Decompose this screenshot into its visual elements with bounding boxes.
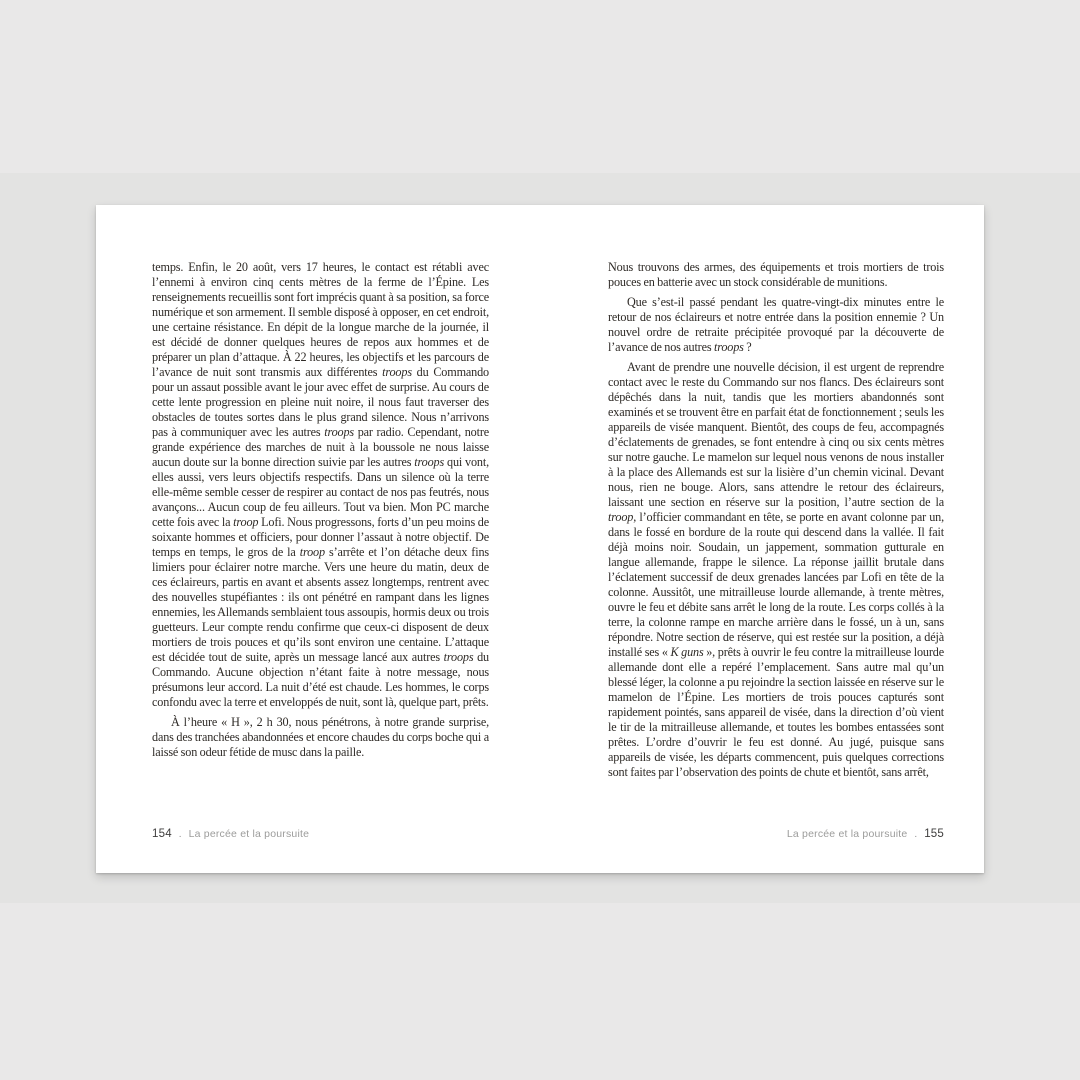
chapter-title-left: La percée et la poursuite xyxy=(188,828,310,840)
text-run: par radio. Cependant, notre grande expérience des marches de nuit à la boussole ne nous laisse aucun doute sur la bonne direction suivie par les autres xyxy=(152,425,489,469)
text-run: Avant de prendre une nouvelle décision, il est urgent de reprendre contact avec le reste du Commando sur nos flancs. Des éclaireurs sont dépêchés dans la nuit, tandis que les mortiers abandonnés sont examinés et se trouvent être en parfait état de fonctionnement ; seuls les appareils de visée manquent. Bientôt, des coups de feu, accompagnés d’éclatements de grenades, se font entendre à cinq ou six cents mètres sur notre gauche. Le mamelon sur lequel nous venons de nous installer à la place des Allemands est sur la lisière d’un chemin vicinal. Devant nous, rien ne bouge. Alors, sans attendre le retour des éclaireurs, laissant une section en réserve sur la position, l’autre section de la xyxy=(608,360,944,509)
text-run: s’arrête et l’on détache deux fins limiers pour éclairer notre marche. Vers une heure du matin, deux de ces éclaireurs, partis en avant et absents assez longtemps, rentrent avec des nouvelles stupéfiantes : ils ont pénétré en rampant dans les lignes ennemies, les Allemands semblaient tous assoupis, hormis deux ou trois guetteurs. Leur compte rendu confirme que ceux-ci disposent de deux mortiers de trois pouces et qu’ils sont environ une centaine. L’attaque est décidée tout de suite, après un message lancé aux autres xyxy=(152,545,489,664)
paragraph xyxy=(608,260,944,290)
italic-text-run: troops xyxy=(713,340,744,354)
page-right-footer xyxy=(787,827,944,842)
footer-separator-right: . xyxy=(914,829,918,840)
footer-separator-left: . xyxy=(178,829,182,840)
page-left xyxy=(96,205,540,873)
page-right xyxy=(540,205,984,873)
italic-text-run: troops xyxy=(324,425,355,439)
book-spread xyxy=(96,205,984,873)
text-run: du Commando. Aucune objection n’étant faite à notre message, nous présumons leur accord. La nuit d’été est chaude. Les hommes, le corps confondu avec la terre et enveloppés de nuit, sont là, quelque part, prêts. xyxy=(152,650,489,709)
page-right-text-column xyxy=(608,260,944,820)
paragraph xyxy=(608,295,944,355)
page-left-text-column xyxy=(152,260,489,820)
italic-text-run: troop xyxy=(608,510,634,524)
italic-text-run: troops xyxy=(414,455,445,469)
text-run: Nous trouvons des armes, des équipements et trois mortiers de trois pouces en batterie avec un stock considérable de munitions. xyxy=(608,260,944,289)
italic-text-run: troop xyxy=(233,515,259,529)
text-run: », prêts à ouvrir le feu contre la mitrailleuse lourde allemande dont elle a repéré l’emplacement. Sans autre mal qu’un blessé léger, la colonne a pu rejoindre la section laissée en réserve sur le mamelon de l’Épine. Les mortiers de trois pouces capturés sont rapidement pointés, sans appareil de visée, dans la direction d’où vient le tir de la mitrailleuse allemande, et toutes les bombes entassées sont prêtes. L’ordre d’ouvrir le feu est donné. Au jugé, puisque sans appareils de visée, les départs commencent, puis quelques corrections sont faites par l’observation des points de chute et bientôt, sans arrêt, xyxy=(608,645,944,779)
text-run: temps. Enfin, le 20 août, vers 17 heures, le contact est rétabli avec l’ennemi à environ cinq cents mètres de la ferme de l’Épine. Les renseignements recueillis sont fort imprécis quant à sa position, sa force numérique et son armement. Il semble disposé à opposer, en cet endroit, une certaine résistance. En dépit de la longue marche de la journée, il est décidé de donner quelques heures de repos aux hommes et de préparer un plan d’attaque. À 22 heures, les objectifs et les parcours de l’avance de nuit sont transmis aux différentes xyxy=(152,260,489,379)
paragraph xyxy=(152,715,489,760)
page-number-right: 155 xyxy=(924,828,944,840)
text-run: À l’heure « H », 2 h 30, nous pénétrons, à notre grande surprise, dans des tranchées abandonnées et encore chaudes du corps boche qui a laissé son odeur fétide de musc dans la paille. xyxy=(152,715,489,759)
text-run: ? xyxy=(743,340,752,354)
text-run: , l’officier commandant en tête, se porte en avant colonne par un, dans le fossé en bordure de la route qui descend dans la vallée. Il fait déjà moins noir. Soudain, un jappement, sommation gutturale en langue allemande, frappe le silence. La réponse jaillit brutale dans l’éclatement successif de deux grenades lancées par Lofi en tête de la colonne. Aussitôt, une mitrailleuse lourde allemande, à trente mètres, ouvre le feu et débite sans arrêt le long de la route. Les corps collés à la terre, la colonne rampe en marche arrière dans le fossé, un à un, sans répondre. Notre section de réserve, qui est restée sur la position, a déjà installé ses « xyxy=(608,510,944,659)
paragraph xyxy=(152,260,489,710)
italic-text-run: troops xyxy=(382,365,412,379)
chapter-title-right: La percée et la poursuite xyxy=(786,828,908,840)
text-run: Lofi. Nous progressons, forts d’un peu moins de soixante hommes et officiers, pour donner l’assaut à notre objectif. De temps en temps, le gros de la xyxy=(152,515,489,559)
text-run: qui vont, elles aussi, vers leurs objectifs respectifs. Dans un silence où la terre elle-même semble cesser de respirer au contact de nos pas feutrés, nous avançons... Aucun coup de feu ailleurs. Tout va bien. Mon PC marche cette fois avec la xyxy=(152,455,489,529)
italic-text-run: K guns xyxy=(670,645,704,659)
text-run: Que s’est-il passé pendant les quatre-vingt-dix minutes entre le retour de nos éclaireurs et notre entrée dans la position ennemie ? Un nouvel ordre de retraite précipitée provoqué par la découverte de l’avance de nos autres xyxy=(608,295,944,354)
italic-text-run: troops xyxy=(443,650,474,664)
italic-text-run: troop xyxy=(299,545,325,559)
page-number-left: 154 xyxy=(152,828,172,840)
text-run: du Commando pour un assaut possible avant le jour avec effet de surprise. Au cours de cette lente progression en pleine nuit noire, il nous faut traverser des obstacles de toutes sortes dans le plus grand silence. Nous n’arrivons pas à communiquer avec les autres xyxy=(152,365,489,439)
paragraph xyxy=(608,360,944,780)
page-left-footer xyxy=(152,827,309,842)
